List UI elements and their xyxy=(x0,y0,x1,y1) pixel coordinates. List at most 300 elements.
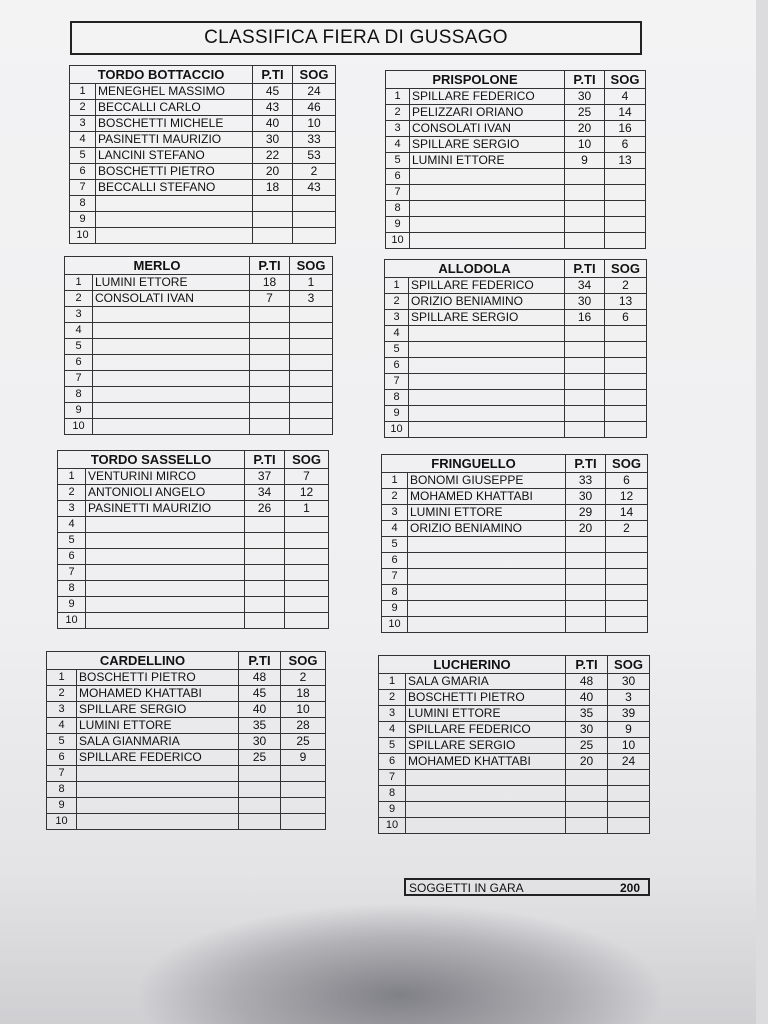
points-cell: 45 xyxy=(239,686,281,702)
rank-cell: 6 xyxy=(70,164,96,180)
rank-cell: 8 xyxy=(58,581,86,597)
competitor-name-cell: LUMINI ETTORE xyxy=(410,153,565,169)
points-cell: 40 xyxy=(566,690,608,706)
category-name-header: FRINGUELLO xyxy=(382,455,566,473)
table-row xyxy=(382,601,648,617)
points-cell: 29 xyxy=(566,505,606,521)
subjects-cell: 43 xyxy=(293,180,336,196)
subjects-cell: 2 xyxy=(605,278,647,294)
competitor-name-cell xyxy=(77,766,239,782)
points-cell: 22 xyxy=(253,148,293,164)
competitor-name-cell: SPILLARE SERGIO xyxy=(410,137,565,153)
table-row xyxy=(65,419,333,435)
points-cell xyxy=(245,549,285,565)
competitor-name-cell xyxy=(409,374,565,390)
subjects-cell: 10 xyxy=(281,702,326,718)
points-cell xyxy=(565,342,605,358)
rank-cell: 8 xyxy=(385,390,409,406)
table-lucherino xyxy=(378,655,650,834)
table-row xyxy=(58,469,329,485)
competitor-name-cell xyxy=(410,185,565,201)
competitor-name-cell: BOSCHETTI PIETRO xyxy=(406,690,566,706)
points-column-header: P.TI xyxy=(253,66,293,84)
table-row xyxy=(65,355,333,371)
competitor-name-cell xyxy=(410,217,565,233)
rank-cell: 3 xyxy=(385,310,409,326)
table-row xyxy=(65,403,333,419)
points-cell: 34 xyxy=(565,278,605,294)
rank-cell: 4 xyxy=(58,517,86,533)
rank-cell: 2 xyxy=(47,686,77,702)
competitor-name-cell: SPILLARE FEDERICO xyxy=(406,722,566,738)
points-cell xyxy=(250,355,290,371)
points-cell xyxy=(239,798,281,814)
rank-cell: 1 xyxy=(58,469,86,485)
competitor-name-cell: LUMINI ETTORE xyxy=(93,275,250,291)
rank-cell: 9 xyxy=(386,217,410,233)
points-cell: 20 xyxy=(565,121,605,137)
subjects-cell: 3 xyxy=(290,291,333,307)
table-row xyxy=(47,798,326,814)
rank-cell: 9 xyxy=(382,601,408,617)
competitor-name-cell xyxy=(406,786,566,802)
table-row xyxy=(65,339,333,355)
subjects-cell xyxy=(605,406,647,422)
subjects-cell xyxy=(281,782,326,798)
competitor-name-cell xyxy=(96,228,253,244)
points-cell: 45 xyxy=(253,84,293,100)
rank-cell: 10 xyxy=(58,613,86,629)
subjects-column-header: SOG xyxy=(281,652,326,670)
subjects-cell xyxy=(605,342,647,358)
subjects-cell: 14 xyxy=(606,505,648,521)
category-name-header: TORDO SASSELLO xyxy=(58,451,245,469)
competitor-name-cell xyxy=(406,818,566,834)
table-row xyxy=(70,84,336,100)
competitor-name-cell: BECCALLI CARLO xyxy=(96,100,253,116)
competitor-name-cell: SPILLARE SERGIO xyxy=(409,310,565,326)
subjects-column-header: SOG xyxy=(605,260,647,278)
competitor-name-cell xyxy=(410,233,565,249)
points-column-header: P.TI xyxy=(245,451,285,469)
rank-cell: 7 xyxy=(47,766,77,782)
subjects-cell xyxy=(606,537,648,553)
rank-cell: 8 xyxy=(47,782,77,798)
table-row xyxy=(70,180,336,196)
rank-cell: 3 xyxy=(58,501,86,517)
competitor-name-cell xyxy=(406,770,566,786)
competitor-name-cell xyxy=(409,406,565,422)
competitor-name-cell xyxy=(86,533,245,549)
table-row xyxy=(379,818,650,834)
subjects-cell xyxy=(281,798,326,814)
table-row xyxy=(382,585,648,601)
rank-cell: 4 xyxy=(70,132,96,148)
points-cell xyxy=(250,419,290,435)
table-row xyxy=(58,581,329,597)
rank-cell: 7 xyxy=(58,565,86,581)
rank-cell: 4 xyxy=(379,722,406,738)
table-row xyxy=(386,169,646,185)
subjects-column-header: SOG xyxy=(293,66,336,84)
table-header-row xyxy=(47,652,326,670)
subjects-cell xyxy=(285,549,329,565)
points-cell: 20 xyxy=(566,521,606,537)
points-column-header: P.TI xyxy=(566,656,608,674)
subjects-cell xyxy=(290,371,333,387)
rank-cell: 3 xyxy=(70,116,96,132)
table-row xyxy=(58,485,329,501)
table-row xyxy=(47,702,326,718)
points-cell xyxy=(565,217,605,233)
rank-cell: 10 xyxy=(70,228,96,244)
rank-cell: 9 xyxy=(47,798,77,814)
rank-cell: 5 xyxy=(58,533,86,549)
table-row xyxy=(58,613,329,629)
competitor-name-cell: MOHAMED KHATTABI xyxy=(406,754,566,770)
competitor-name-cell: LANCINI STEFANO xyxy=(96,148,253,164)
table-row xyxy=(379,738,650,754)
rank-cell: 10 xyxy=(382,617,408,633)
table-header-row xyxy=(379,656,650,674)
table-row xyxy=(379,674,650,690)
competitor-name-cell xyxy=(93,371,250,387)
rank-cell: 2 xyxy=(58,485,86,501)
subjects-cell xyxy=(605,422,647,438)
table-header-row xyxy=(385,260,647,278)
points-cell xyxy=(565,406,605,422)
competitor-name-cell xyxy=(93,419,250,435)
table-row xyxy=(70,116,336,132)
rank-cell: 5 xyxy=(379,738,406,754)
competitor-name-cell: SPILLARE FEDERICO xyxy=(409,278,565,294)
table-row xyxy=(65,275,333,291)
competitor-name-cell xyxy=(408,617,566,633)
points-cell xyxy=(565,422,605,438)
points-cell: 30 xyxy=(253,132,293,148)
points-cell xyxy=(565,233,605,249)
subjects-cell xyxy=(605,201,646,217)
rank-cell: 9 xyxy=(379,802,406,818)
rank-cell: 3 xyxy=(65,307,93,323)
rank-cell: 3 xyxy=(379,706,406,722)
rank-cell: 4 xyxy=(386,137,410,153)
competitor-name-cell: BONOMI GIUSEPPE xyxy=(408,473,566,489)
category-name-header: LUCHERINO xyxy=(379,656,566,674)
subjects-cell xyxy=(290,323,333,339)
rank-cell: 10 xyxy=(379,818,406,834)
rank-cell: 7 xyxy=(382,569,408,585)
points-cell xyxy=(566,553,606,569)
table-row xyxy=(385,278,647,294)
competitor-name-cell: SALA GMARIA xyxy=(406,674,566,690)
photo-shadow xyxy=(140,905,660,1024)
rank-cell: 1 xyxy=(386,89,410,105)
subjects-cell: 53 xyxy=(293,148,336,164)
rank-cell: 6 xyxy=(58,549,86,565)
table-allodola xyxy=(384,259,647,438)
points-cell: 40 xyxy=(253,116,293,132)
points-cell: 18 xyxy=(250,275,290,291)
table-row xyxy=(386,185,646,201)
table-header-row xyxy=(70,66,336,84)
points-cell: 26 xyxy=(245,501,285,517)
table-row xyxy=(386,201,646,217)
table-row xyxy=(382,537,648,553)
points-cell xyxy=(253,196,293,212)
points-cell xyxy=(565,374,605,390)
table-row xyxy=(382,505,648,521)
competitor-name-cell xyxy=(86,517,245,533)
competitor-name-cell xyxy=(96,196,253,212)
subjects-cell: 9 xyxy=(281,750,326,766)
subjects-column-header: SOG xyxy=(606,455,648,473)
points-cell xyxy=(250,307,290,323)
table-header-row xyxy=(65,257,333,275)
table-row xyxy=(65,371,333,387)
points-cell: 40 xyxy=(239,702,281,718)
subjects-cell: 39 xyxy=(608,706,650,722)
subjects-cell: 6 xyxy=(605,137,646,153)
points-cell: 35 xyxy=(239,718,281,734)
subjects-cell: 9 xyxy=(608,722,650,738)
rank-cell: 7 xyxy=(70,180,96,196)
table-row xyxy=(70,148,336,164)
subjects-cell: 13 xyxy=(605,153,646,169)
subjects-cell: 6 xyxy=(605,310,647,326)
points-cell xyxy=(245,613,285,629)
competitor-name-cell: SPILLARE FEDERICO xyxy=(410,89,565,105)
table-row xyxy=(47,718,326,734)
competitor-name-cell: ANTONIOLI ANGELO xyxy=(86,485,245,501)
table-row xyxy=(379,690,650,706)
competitor-name-cell xyxy=(406,802,566,818)
points-cell xyxy=(565,358,605,374)
rank-cell: 2 xyxy=(65,291,93,307)
rank-cell: 8 xyxy=(386,201,410,217)
competitor-name-cell xyxy=(408,537,566,553)
table-row xyxy=(70,100,336,116)
subjects-cell xyxy=(281,766,326,782)
table-row xyxy=(58,597,329,613)
table-row xyxy=(385,390,647,406)
table-cardellino xyxy=(46,651,326,830)
table-row xyxy=(386,153,646,169)
table-row xyxy=(65,291,333,307)
subjects-cell xyxy=(606,601,648,617)
total-subjects-value: 200 xyxy=(619,881,640,895)
points-cell: 37 xyxy=(245,469,285,485)
points-cell xyxy=(239,766,281,782)
table-row xyxy=(386,121,646,137)
table-row xyxy=(379,706,650,722)
competitor-name-cell xyxy=(409,390,565,406)
competitor-name-cell xyxy=(409,326,565,342)
rank-cell: 6 xyxy=(379,754,406,770)
table-row xyxy=(385,310,647,326)
category-name-header: MERLO xyxy=(65,257,250,275)
subjects-cell: 7 xyxy=(285,469,329,485)
subjects-column-header: SOG xyxy=(285,451,329,469)
points-column-header: P.TI xyxy=(250,257,290,275)
competitor-name-cell: BOSCHETTI MICHELE xyxy=(96,116,253,132)
subjects-cell: 24 xyxy=(608,754,650,770)
subjects-cell xyxy=(281,814,326,830)
rank-cell: 6 xyxy=(65,355,93,371)
subjects-cell xyxy=(608,786,650,802)
table-row xyxy=(385,342,647,358)
category-name-header: CARDELLINO xyxy=(47,652,239,670)
rank-cell: 4 xyxy=(385,326,409,342)
rank-cell: 5 xyxy=(382,537,408,553)
points-cell xyxy=(253,228,293,244)
table-row xyxy=(385,326,647,342)
points-cell: 9 xyxy=(565,153,605,169)
table-row xyxy=(382,617,648,633)
table-row xyxy=(58,549,329,565)
competitor-name-cell xyxy=(77,798,239,814)
table-row xyxy=(386,233,646,249)
competitor-name-cell: MENEGHEL MASSIMO xyxy=(96,84,253,100)
category-name-header: TORDO BOTTACCIO xyxy=(70,66,253,84)
rank-cell: 7 xyxy=(385,374,409,390)
subjects-cell: 28 xyxy=(281,718,326,734)
points-cell xyxy=(566,601,606,617)
table-fringuello xyxy=(381,454,648,633)
rank-cell: 2 xyxy=(379,690,406,706)
document-title: CLASSIFICA FIERA DI GUSSAGO xyxy=(70,21,642,55)
points-cell xyxy=(566,569,606,585)
subjects-cell xyxy=(293,212,336,228)
subjects-cell: 33 xyxy=(293,132,336,148)
points-column-header: P.TI xyxy=(565,71,605,89)
competitor-name-cell: PASINETTI MAURIZIO xyxy=(96,132,253,148)
points-cell: 25 xyxy=(565,105,605,121)
points-cell xyxy=(250,387,290,403)
subjects-cell xyxy=(605,374,647,390)
table-row xyxy=(386,217,646,233)
rank-cell: 10 xyxy=(47,814,77,830)
competitor-name-cell: BOSCHETTI PIETRO xyxy=(77,670,239,686)
rank-cell: 2 xyxy=(70,100,96,116)
rank-cell: 9 xyxy=(58,597,86,613)
rank-cell: 4 xyxy=(65,323,93,339)
subjects-cell: 12 xyxy=(606,489,648,505)
subjects-cell xyxy=(290,355,333,371)
category-name-header: ALLODOLA xyxy=(385,260,565,278)
subjects-cell: 2 xyxy=(606,521,648,537)
competitor-name-cell: LUMINI ETTORE xyxy=(408,505,566,521)
competitor-name-cell xyxy=(93,323,250,339)
table-tordo-sassello xyxy=(57,450,329,629)
competitor-name-cell xyxy=(408,553,566,569)
competitor-name-cell: BECCALLI STEFANO xyxy=(96,180,253,196)
subjects-cell xyxy=(605,326,647,342)
rank-cell: 6 xyxy=(47,750,77,766)
table-row xyxy=(58,565,329,581)
subjects-cell: 10 xyxy=(293,116,336,132)
competitor-name-cell xyxy=(86,565,245,581)
rank-cell: 6 xyxy=(382,553,408,569)
rank-cell: 1 xyxy=(385,278,409,294)
subjects-cell: 12 xyxy=(285,485,329,501)
points-cell xyxy=(250,371,290,387)
points-cell xyxy=(565,185,605,201)
points-cell xyxy=(245,533,285,549)
points-cell: 48 xyxy=(239,670,281,686)
table-row xyxy=(382,521,648,537)
subjects-column-header: SOG xyxy=(608,656,650,674)
rank-cell: 3 xyxy=(382,505,408,521)
points-cell xyxy=(565,169,605,185)
subjects-cell xyxy=(293,228,336,244)
rank-cell: 6 xyxy=(385,358,409,374)
subjects-cell xyxy=(290,307,333,323)
rank-cell: 3 xyxy=(47,702,77,718)
points-column-header: P.TI xyxy=(565,260,605,278)
points-cell xyxy=(239,814,281,830)
competitor-name-cell: PASINETTI MAURIZIO xyxy=(86,501,245,517)
points-cell: 30 xyxy=(565,294,605,310)
table-row xyxy=(65,387,333,403)
table-row xyxy=(70,196,336,212)
rank-cell: 1 xyxy=(382,473,408,489)
total-subjects-label: SOGGETTI IN GARA xyxy=(409,881,524,895)
subjects-cell: 2 xyxy=(293,164,336,180)
subjects-cell xyxy=(293,196,336,212)
competitor-name-cell xyxy=(93,307,250,323)
subjects-cell xyxy=(290,339,333,355)
points-cell: 33 xyxy=(566,473,606,489)
subjects-cell xyxy=(290,387,333,403)
competitor-name-cell: LUMINI ETTORE xyxy=(77,718,239,734)
points-cell: 20 xyxy=(253,164,293,180)
table-row xyxy=(379,754,650,770)
subjects-cell: 16 xyxy=(605,121,646,137)
points-cell xyxy=(239,782,281,798)
competitor-name-cell: PELIZZARI ORIANO xyxy=(410,105,565,121)
table-row xyxy=(379,770,650,786)
table-row xyxy=(382,553,648,569)
rank-cell: 5 xyxy=(386,153,410,169)
points-cell: 16 xyxy=(565,310,605,326)
table-row xyxy=(58,517,329,533)
subjects-cell xyxy=(285,597,329,613)
table-row xyxy=(386,137,646,153)
subjects-cell: 30 xyxy=(608,674,650,690)
points-cell xyxy=(566,802,608,818)
rank-cell: 10 xyxy=(65,419,93,435)
rank-cell: 2 xyxy=(382,489,408,505)
table-header-row xyxy=(386,71,646,89)
category-name-header: PRISPOLONE xyxy=(386,71,565,89)
subjects-cell: 18 xyxy=(281,686,326,702)
subjects-cell: 25 xyxy=(281,734,326,750)
competitor-name-cell xyxy=(410,201,565,217)
rank-cell: 5 xyxy=(47,734,77,750)
subjects-cell xyxy=(285,581,329,597)
table-row xyxy=(382,473,648,489)
competitor-name-cell: ORIZIO BENIAMINO xyxy=(409,294,565,310)
rank-cell: 1 xyxy=(47,670,77,686)
points-cell xyxy=(565,201,605,217)
subjects-cell xyxy=(605,390,647,406)
points-cell: 18 xyxy=(253,180,293,196)
competitor-name-cell xyxy=(408,601,566,617)
competitor-name-cell xyxy=(77,814,239,830)
rank-cell: 5 xyxy=(70,148,96,164)
table-row xyxy=(70,164,336,180)
